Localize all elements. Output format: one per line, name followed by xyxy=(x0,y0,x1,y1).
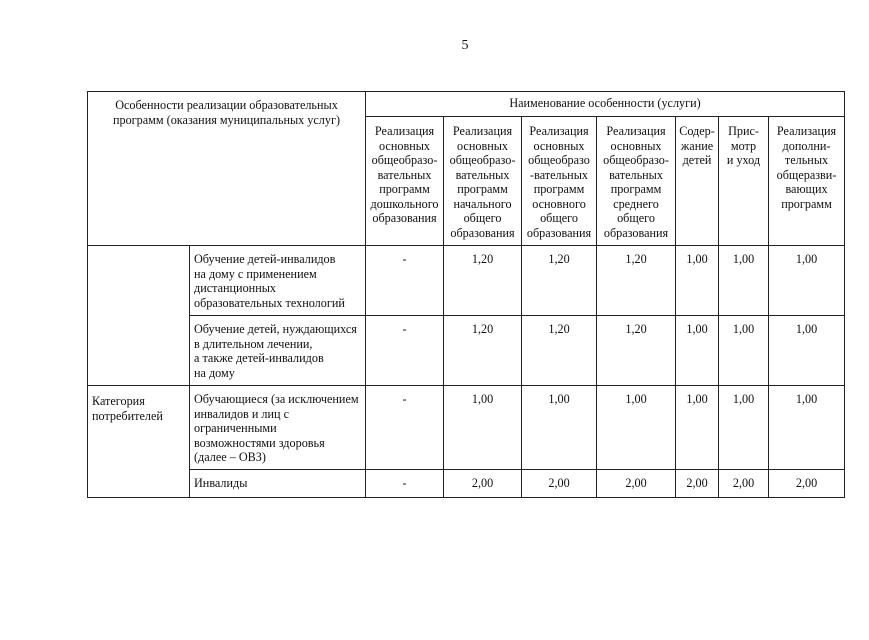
value-cell: 2,00 xyxy=(444,470,522,498)
header-left-text: Особенности реализации образовательных программ (оказания муниципальных услуг) xyxy=(112,98,341,127)
header-top-cell xyxy=(366,92,845,117)
value-cell: 2,00 xyxy=(719,470,769,498)
column-header: Реализация основных общеобразо- вательных программ дошкольного образования xyxy=(366,117,444,246)
column-header: Реализация основных общеобразо -вательных программ основного общего образования xyxy=(522,117,597,246)
column-header: Прис- мотр и уход xyxy=(719,117,769,246)
table-row xyxy=(88,470,845,498)
value-cell: - xyxy=(366,470,444,498)
row-feature: Инвалиды xyxy=(190,470,366,498)
value-cell: 1,20 xyxy=(597,246,676,316)
value-cell: 2,00 xyxy=(769,470,845,498)
features-table xyxy=(87,91,845,498)
value-cell: 1,00 xyxy=(719,246,769,316)
table-row xyxy=(88,386,845,470)
value-cell: 1,00 xyxy=(676,246,719,316)
value-cell: 2,00 xyxy=(597,470,676,498)
value-cell: 1,00 xyxy=(676,316,719,386)
header-left-cell xyxy=(88,92,366,246)
value-cell: 1,00 xyxy=(719,386,769,470)
row-feature: Обучение детей-инвалидов на дому с применением дистанционных образовательных технологий xyxy=(190,246,366,316)
value-cell: 1,20 xyxy=(444,246,522,316)
value-cell: 1,00 xyxy=(676,386,719,470)
table-row xyxy=(88,316,845,386)
value-cell: - xyxy=(366,386,444,470)
value-cell: 1,00 xyxy=(444,386,522,470)
row-feature: Обучающиеся (за исключением инвалидов и лиц с ограниченными возможностями здоровья (далее – ОВЗ) xyxy=(190,386,366,470)
value-cell: 1,20 xyxy=(444,316,522,386)
value-cell: 1,20 xyxy=(597,316,676,386)
column-header: Реализация основных общеобразо- вательных программ начального общего образования xyxy=(444,117,522,246)
column-header: Реализация дополни- тельных общеразви- вающих программ xyxy=(769,117,845,246)
value-cell: 1,00 xyxy=(522,386,597,470)
value-cell: 2,00 xyxy=(676,470,719,498)
value-cell: - xyxy=(366,316,444,386)
empty-category-cell xyxy=(88,246,190,386)
value-cell: 1,00 xyxy=(769,246,845,316)
column-header: Реализация основных общеобразо- вательных программ среднего общего образования xyxy=(597,117,676,246)
value-cell: 1,00 xyxy=(769,386,845,470)
page-number: 5 xyxy=(461,38,469,53)
value-cell: 1,00 xyxy=(719,316,769,386)
column-header: Содер- жание детей xyxy=(676,117,719,246)
row-feature: Обучение детей, нуждающихся в длительном лечении, а также детей-инвалидов на дому xyxy=(190,316,366,386)
category-label: Категория потребителей xyxy=(88,386,190,498)
value-cell: - xyxy=(366,246,444,316)
value-cell: 1,00 xyxy=(597,386,676,470)
value-cell: 2,00 xyxy=(522,470,597,498)
table-row xyxy=(88,246,845,316)
header-top-text: Наименование особенности (услуги) xyxy=(509,96,701,110)
value-cell: 1,00 xyxy=(769,316,845,386)
value-cell: 1,20 xyxy=(522,316,597,386)
value-cell: 1,20 xyxy=(522,246,597,316)
